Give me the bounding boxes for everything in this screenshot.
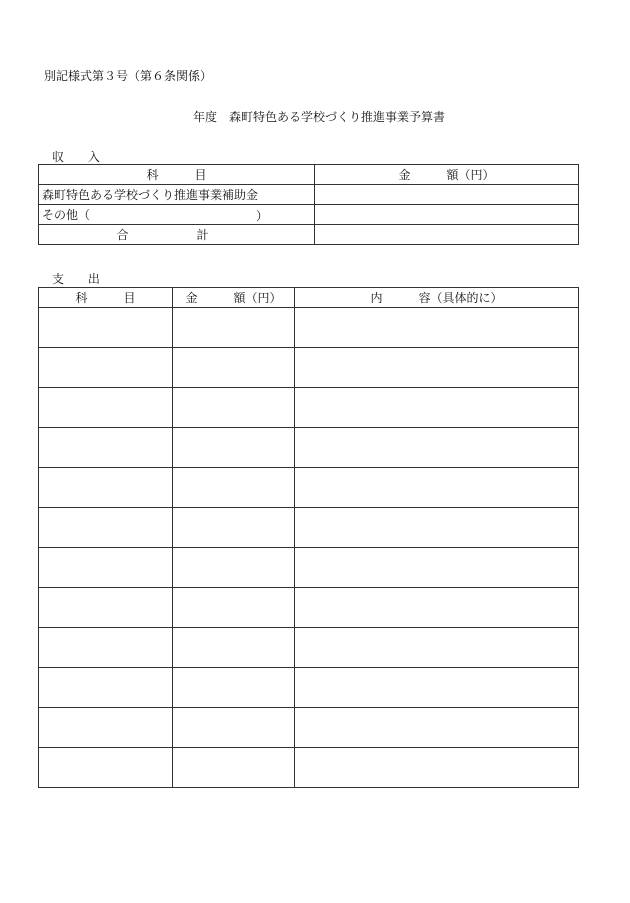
expense-amount-cell[interactable] xyxy=(173,388,295,428)
income-header-item: 科 目 xyxy=(39,165,315,185)
expense-item-cell[interactable] xyxy=(39,468,173,508)
expense-item-cell[interactable] xyxy=(39,428,173,468)
expense-item-cell[interactable] xyxy=(39,668,173,708)
expense-row xyxy=(39,748,579,788)
expense-item-cell[interactable] xyxy=(39,388,173,428)
income-other-open: その他（ xyxy=(42,208,91,222)
expense-row xyxy=(39,468,579,508)
expense-row xyxy=(39,708,579,748)
expense-header-content: 内 容（具体的に） xyxy=(295,288,579,308)
income-table xyxy=(38,164,579,245)
expense-content-cell[interactable] xyxy=(295,508,579,548)
income-header-amount: 金 額（円） xyxy=(315,165,579,185)
income-header-row xyxy=(39,165,579,185)
expense-content-cell[interactable] xyxy=(295,308,579,348)
expense-section-label: 支 出 xyxy=(52,272,110,286)
expense-body xyxy=(39,308,579,788)
expense-content-cell[interactable] xyxy=(295,548,579,588)
expense-row xyxy=(39,348,579,388)
expense-item-cell[interactable] xyxy=(39,748,173,788)
expense-row xyxy=(39,668,579,708)
expense-content-cell[interactable] xyxy=(295,708,579,748)
expense-amount-cell[interactable] xyxy=(173,508,295,548)
expense-amount-cell[interactable] xyxy=(173,748,295,788)
income-section-label: 収 入 xyxy=(52,150,110,164)
expense-header-amount: 金 額（円） xyxy=(173,288,295,308)
expense-item-cell[interactable] xyxy=(39,308,173,348)
expense-content-cell[interactable] xyxy=(295,668,579,708)
expense-table xyxy=(38,287,579,788)
expense-amount-cell[interactable] xyxy=(173,348,295,388)
income-item-other[interactable] xyxy=(39,205,315,225)
expense-item-cell[interactable] xyxy=(39,548,173,588)
expense-header-row xyxy=(39,288,579,308)
expense-content-cell[interactable] xyxy=(295,428,579,468)
income-row-other xyxy=(39,205,579,225)
expense-row xyxy=(39,548,579,588)
expense-content-cell[interactable] xyxy=(295,748,579,788)
income-row-subsidy xyxy=(39,185,579,205)
expense-item-cell[interactable] xyxy=(39,708,173,748)
expense-content-cell[interactable] xyxy=(295,388,579,428)
expense-amount-cell[interactable] xyxy=(173,708,295,748)
expense-amount-cell[interactable] xyxy=(173,588,295,628)
income-amount-subsidy[interactable] xyxy=(315,185,579,205)
expense-content-cell[interactable] xyxy=(295,628,579,668)
income-row-total xyxy=(39,225,579,245)
expense-row xyxy=(39,388,579,428)
income-item-subsidy: 森町特色ある学校づくり推進事業補助金 xyxy=(39,185,315,205)
expense-header-item: 科 目 xyxy=(39,288,173,308)
expense-item-cell[interactable] xyxy=(39,348,173,388)
document-title: 年度 森町特色ある学校づくり推進事業予算書 xyxy=(192,110,445,124)
expense-content-cell[interactable] xyxy=(295,588,579,628)
expense-item-cell[interactable] xyxy=(39,588,173,628)
form-number: 別記様式第３号（第６条関係） xyxy=(44,69,213,83)
expense-row xyxy=(39,428,579,468)
expense-amount-cell[interactable] xyxy=(173,468,295,508)
expense-amount-cell[interactable] xyxy=(173,628,295,668)
expense-row xyxy=(39,588,579,628)
expense-amount-cell[interactable] xyxy=(173,548,295,588)
income-total-amount[interactable] xyxy=(315,225,579,245)
expense-amount-cell[interactable] xyxy=(173,308,295,348)
expense-amount-cell[interactable] xyxy=(173,668,295,708)
income-amount-other[interactable] xyxy=(315,205,579,225)
expense-row xyxy=(39,308,579,348)
income-total-label: 合 計 xyxy=(39,225,315,245)
expense-content-cell[interactable] xyxy=(295,468,579,508)
expense-row xyxy=(39,628,579,668)
expense-row xyxy=(39,508,579,548)
expense-item-cell[interactable] xyxy=(39,508,173,548)
income-other-close: ） xyxy=(256,209,269,223)
expense-content-cell[interactable] xyxy=(295,348,579,388)
expense-amount-cell[interactable] xyxy=(173,428,295,468)
expense-item-cell[interactable] xyxy=(39,628,173,668)
